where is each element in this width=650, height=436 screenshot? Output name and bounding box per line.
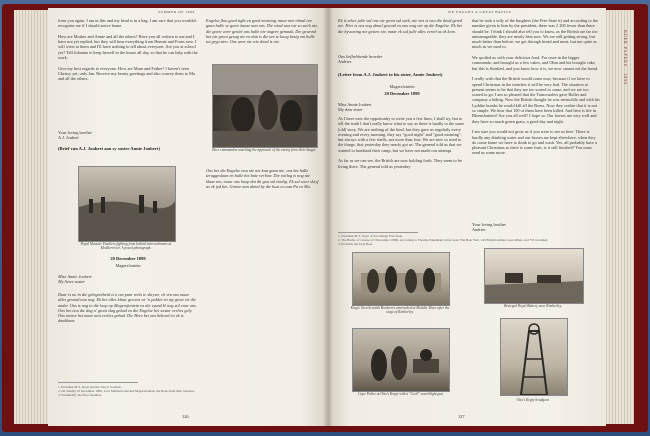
left-dateline: 20 December 1899 — [110, 256, 146, 261]
munster-fusiliers-photo-image — [79, 167, 175, 241]
kosb-photo — [352, 252, 450, 306]
right-top-text: Ek is seker julle sal ons nie groot sal soek, nie ons is van die dood gered nie. Hier is ons nog almal gesond en ons wag net op die Engelse. Ek het die bywoning nie gesien nie, maar ek sal julle alles vertel as ek kom. — [338, 18, 463, 34]
boer-commando-photo-image — [213, 65, 317, 147]
ottos-kopje-photo-image — [501, 319, 567, 395]
right-body: As I have now the opportunity to write you a few lines, I shall try, but to tell the truth I don't really know what to say as there is hardly to the same [old] story. We are nothing of the kind, but they gave us regularly every evening and every morning, they say "good night" and "good morning", but always with a few shells, not more than four. We are now so used to the things, that yesterday they nearly got us. The general told us that we wanted to bombard their camp, but we have not made our attempt. As far as we can see, the British are now holding forth. They seem to be living there. The general told us yesterday — [338, 116, 465, 169]
right-sign-off-afrikaans: Ons liefhebbende broeder Andries — [338, 54, 383, 65]
right-footnote-rule — [338, 232, 418, 233]
right-page-edges — [604, 10, 634, 424]
right-top-text-col2: that he took a tally of the burghers (the Free State it) and according to the number given to him by the president, there was 2 200 fewer than there should be. I think I should also tell you to know, as the British are far too unmanageable, they are nearly beat now. We are still getting strong, but much better than before; we get through bread and meat, but not quite as much as we used to. We spoiled us with your delicious food. For once in the bigger commando, and brought us a few cakes, and Ohm and his brought cake, but this is finished, and you know how it is, we now cannot eat the bread. I really wish that the British would come now, because if we have to spend Christmas in the trenches it will be very bad. The situation at present seems to be that they are too scared to come, and we are too scared to go. I am so pleased that the Transvaalers gave Buller and company a hiding. Now the British thought he was invincible and with his Lyddite bombs he would kill all the Boers. Now they realise that it is not so simple. We hear that 100 of them have been killed. And here is life in Bloemfontein? Are you all well? I hope so. Our horses are very well and they have so much green grass, a good day and night. I am sure you would not grow as if you were to see us here. There is hardly any drinking water and our horses are kept elsewhere, when they do come home we have to think to go and wash. Yes, all probably have a pleasant Christmas as there is some fruit; is it still finished? You must send us some more. — [472, 18, 600, 156]
left-place: Magersfontein — [115, 263, 141, 268]
left-page — [48, 8, 328, 426]
right-photo1-caption: King's Own Scottish Borderers entrenched at Modder River after the siege of Kimberley. — [350, 306, 450, 315]
cape-police-photo-image — [353, 329, 449, 391]
kosb-photo-image — [353, 253, 449, 305]
right-photo4-caption: Otto's Kopje headgear. — [516, 398, 550, 402]
left-right-col-text: Engelse flou goed tight en goed morning, maar met almal om gaan hulle se goeie kanse aan ons. Die wind was nie so sterk nie, die goeie weer geniet ons hulle nie ongeer gemaak. Die gewond het nie groot gesag nie en dan is die ure te hoog besig om hulle tot gryp sien. Ons weet nie wie dood is nie. — [206, 18, 319, 45]
left-photo2-caption: Royal Munster Fusiliers fighting from behind entrenchments at Modderrivier. A posed photograph. — [80, 242, 172, 251]
left-running-head: SUMMER OF 1899 — [158, 10, 195, 14]
intro-text: from you again. I am in this and my head is in a bag. I am sure that you wouldn't recognise me if I should arrive home. How are Mother and Annie and all the others? Have you all written to me and I have not yet replied, but they will hear everything from Hennie and Frans now. I will write to them and I'll have nothing to tell about everyone. Are you at school yet? Tell Johanna to keep herself in the house all day, so that he can help with the work. Give my best regards to everyone. How are Mum and Father? I haven't seen Chrissy yet, only Jan. Receive my hearty greetings and also convey them to Ma and all the others. — [58, 18, 198, 82]
right-running-head: WE FOUGHT A GREAT BATTLE — [448, 10, 512, 14]
right-letter-heading: (Letter from A.J. Joubert to his sister, Annie Joubert) — [338, 72, 443, 77]
left-sign-off: Your loving brother A.J. Joubert — [58, 130, 92, 141]
boer-commando-photo — [212, 64, 318, 148]
book-gutter — [323, 8, 333, 426]
left-photo1-caption: Boer commandos watching the approach of the enemy from their laager — [212, 148, 316, 152]
cape-police-photo — [352, 328, 450, 392]
royal-battery-photo-image — [485, 249, 583, 303]
right-sign-off: Your loving brother Andries — [472, 222, 506, 233]
page-edge-text: BOER PAPERS · 1899 — [623, 30, 628, 86]
royal-battery-photo — [484, 248, 584, 304]
left-salutation: Mise Annie Joubert My liewe suster — [58, 274, 92, 285]
munster-fusiliers-photo — [78, 166, 176, 242]
left-letter-heading: (Brief van A.J. Joubert aan sy suster Annie Joubert) — [58, 146, 160, 151]
left-page-edges — [14, 10, 50, 424]
right-page-number: 127 — [458, 414, 465, 419]
right-photo2-caption: Besieged Royal Battery near Kimberley. — [504, 304, 562, 308]
left-footnotes: 1. President M.T. Steyn and the 'Steyn' Gardens. 2. On Sunday 10 December 1899, Lord Methuen attacked Magersfontein; the Boers held their trenches. 3. Presumably the Boer fatalities. — [58, 385, 195, 398]
right-photo3-caption: Cape Police at Otto's Kopje with a "Cecil" searchlight gun. — [358, 392, 444, 396]
left-body-afrikaans-right: Ons het die Engelse nou nie net laat gaan nie, ons het hulle teruggeslaan en hulle het baie verloor. Die oorlog is nog nie klaar nie, maar ons hoop dat dit gou sal eindig. Ek sal weer skryf as ek tyd het. Groete aan almal by die huis en aan Pa en Ma. — [206, 168, 319, 189]
left-page-number: 126 — [182, 414, 189, 419]
right-salutation: Miss Annie Joubert My dear sister — [338, 102, 372, 113]
right-place: Magersfontein — [389, 84, 415, 89]
left-body-afrikaans: Daar is nu in die gelegentheid is n om paar reels te skrywe, ek vra ons maar alles gesond nou nog. Ek het alles klaar gewees vir 'n pakkie en my groet vir die ander. Ons is nog in die loop op Magersfontein en die vyand lê nog stil voor ons. Ons het nou die dag n' groot slag gehad en die Engelse het swaar verlies gely. Ons mense het maar min verlies gehad. Die Here het ons behoed en ek is dankbaar. — [58, 292, 197, 324]
ottos-kopje-photo — [500, 318, 568, 396]
left-footnote-rule — [58, 382, 138, 383]
right-page — [328, 8, 606, 426]
right-footnotes: 1. President M.T. Steyn of the Orange Free State. 2. The Battle of Colenso (15 December 1899). According to Thomas Pakenham in his book 'The Boer War', 143 British soldiers were killed, and 755 wounded. 3. Probably the forty Boer. — [338, 234, 549, 247]
right-dateline: 20 December 1899 — [384, 91, 420, 96]
